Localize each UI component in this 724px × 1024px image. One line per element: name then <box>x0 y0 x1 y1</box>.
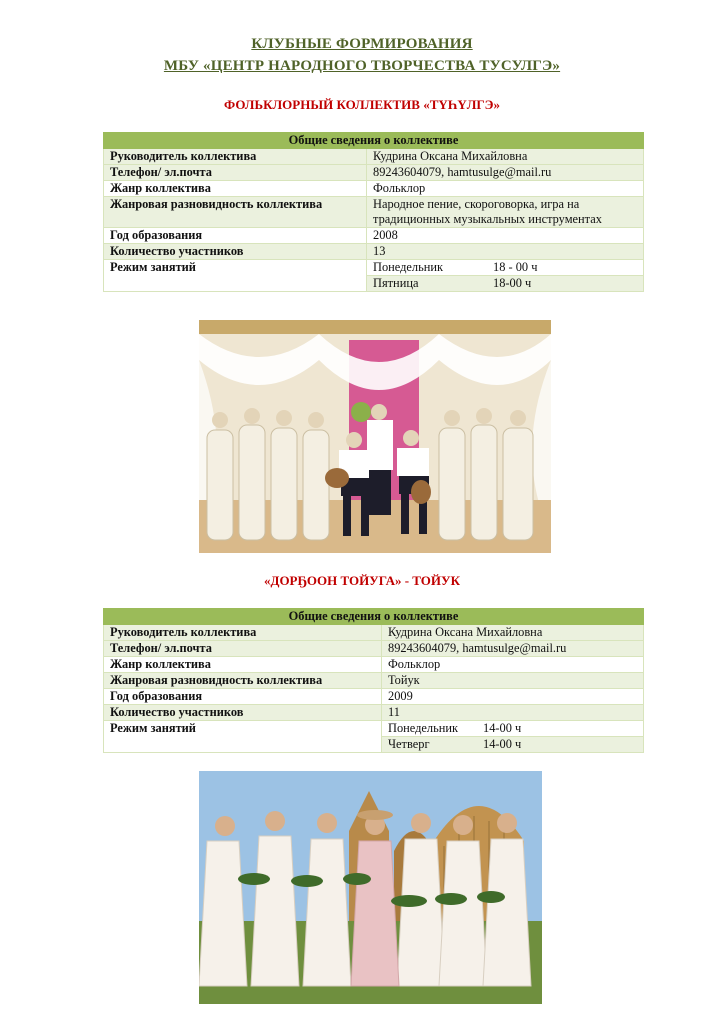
ensemble-stage-photo <box>199 320 551 553</box>
row-value: Кудрина Оксана Михайловна <box>367 149 644 165</box>
schedule-day: Пятница <box>373 276 419 290</box>
row-label: Телефон/ эл.почта <box>104 641 382 657</box>
row-value: 11 <box>382 705 644 721</box>
section-1-title: ФОЛЬКЛОРНЫЙ КОЛЛЕКТИВ «ТҮҺҮЛГЭ» <box>224 97 500 112</box>
row-value: Фольклор <box>367 181 644 197</box>
schedule-day: Четверг <box>388 737 430 751</box>
row-label: Телефон/ эл.почта <box>104 165 367 181</box>
row-value: 2008 <box>367 228 644 244</box>
page-title-line2: МБУ «ЦЕНТР НАРОДНОГО ТВОРЧЕСТВА ТУСУЛГЭ» <box>163 58 561 74</box>
schedule-day: Понедельник <box>373 260 444 274</box>
row-label: Режим занятий <box>104 260 367 292</box>
row-label: Год образования <box>104 228 367 244</box>
row-value: Тойук <box>382 673 644 689</box>
row-label: Количество участников <box>104 244 367 260</box>
section-2-title: «ДОРҔООН ТОЙУГА» - ТОЙУК <box>264 573 460 588</box>
schedule-time: 18-00 ч <box>493 276 532 290</box>
table-header: Общие сведения о коллективе <box>104 609 644 625</box>
row-value: 2009 <box>382 689 644 705</box>
row-label: Жанровая разновидность коллектива <box>104 197 367 228</box>
outdoor-photo-image <box>199 771 542 1004</box>
stage-photo-image <box>199 320 551 553</box>
row-label: Год образования <box>104 689 382 705</box>
row-value: Народное пение, скороговорка, игра на традиционных музыкальных инструментах <box>367 197 644 228</box>
row-label: Руководитель коллектива <box>104 625 382 641</box>
row-value: Кудрина Оксана Михайловна <box>382 625 644 641</box>
schedule-row <box>367 276 644 292</box>
section-1-info-table <box>103 132 644 292</box>
schedule-row <box>382 721 644 737</box>
row-label: Жанр коллектива <box>104 657 382 673</box>
schedule-row <box>367 260 644 276</box>
row-label: Жанровая разновидность коллектива <box>104 673 382 689</box>
schedule-row <box>382 737 644 753</box>
schedule-day: Понедельник <box>388 721 459 735</box>
row-value: Фольклор <box>382 657 644 673</box>
row-value: 89243604079, hamtusulge@mail.ru <box>382 641 644 657</box>
row-value: 13 <box>367 244 644 260</box>
row-label: Руководитель коллектива <box>104 149 367 165</box>
schedule-time: 18 - 00 ч <box>493 260 538 274</box>
row-label: Режим занятий <box>104 721 382 753</box>
row-value: 89243604079, hamtusulge@mail.ru <box>367 165 644 181</box>
page-title-line1: КЛУБНЫЕ ФОРМИРОВАНИЯ <box>251 36 473 52</box>
row-label: Количество участников <box>104 705 382 721</box>
table-header: Общие сведения о коллективе <box>104 133 644 149</box>
row-label: Жанр коллектива <box>104 181 367 197</box>
schedule-time: 14-00 ч <box>483 721 522 735</box>
section-2-info-table <box>103 608 644 753</box>
schedule-time: 14-00 ч <box>483 737 522 751</box>
ensemble-outdoor-photo <box>199 771 542 1004</box>
